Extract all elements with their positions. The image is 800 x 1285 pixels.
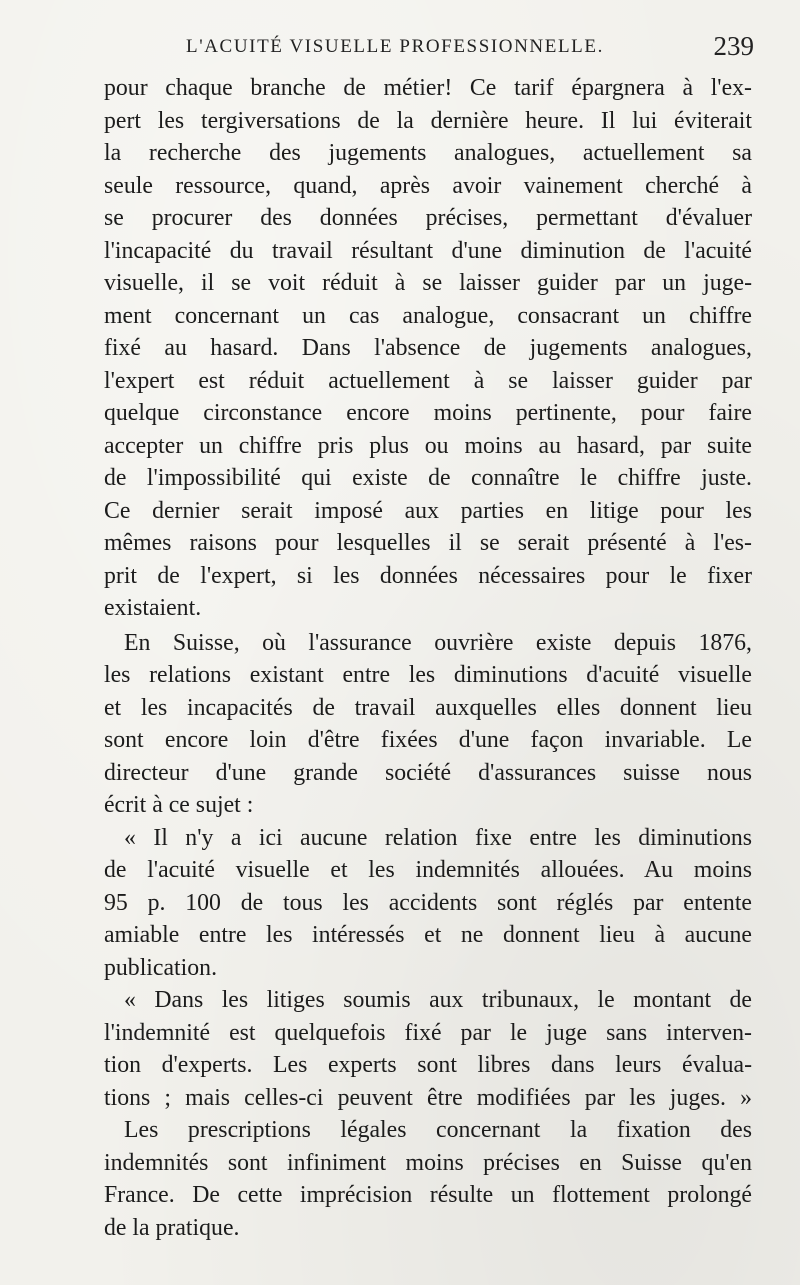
- text-line: et les incapacités de travail auxquelles elles donnent lieu: [104, 694, 752, 721]
- text-line: Ce dernier serait imposé aux parties en litige pour les: [104, 497, 752, 524]
- text-line: quelque circonstance encore moins pertinente, pour faire: [104, 400, 752, 426]
- text-line: existaient.: [104, 595, 202, 621]
- text-line: de l'impossibilité qui existe de connaître le chiffre juste.: [104, 465, 752, 491]
- running-title: L'ACUITÉ VISUELLE PROFESSIONNELLE.: [186, 36, 604, 57]
- text-line: l'incapacité du travail résultant d'une diminution de l'acuité: [104, 237, 752, 264]
- text-line: prit de l'expert, si les données nécessaires pour le fixer: [104, 562, 752, 589]
- text-line: ment concernant un cas analogue, consacrant un chiffre: [104, 302, 752, 329]
- text-line: publication.: [104, 954, 218, 981]
- text-line: fixé au hasard. Dans l'absence de jugements analogues,: [104, 335, 752, 361]
- text-line: Les prescriptions légales concernant la fixation des: [124, 1117, 752, 1143]
- text-line: l'indemnité est quelquefois fixé par le juge sans interven-: [104, 1019, 752, 1046]
- text-line: amiable entre les intéressés et ne donnent lieu à aucune: [104, 922, 752, 948]
- body-text: [104, 72, 752, 1244]
- text-line: accepter un chiffre pris plus ou moins au hasard, par suite: [104, 432, 752, 459]
- text-line: tions ; mais celles-ci peuvent être modifiées par les juges. »: [104, 1084, 752, 1111]
- text-line: se procurer des données précises, permettant d'évaluer: [104, 205, 752, 231]
- text-line: 95 p. 100 de tous les accidents sont réglés par entente: [104, 889, 752, 916]
- text-line: tion d'experts. Les experts sont libres dans leurs évalua-: [104, 1052, 752, 1078]
- text-line: directeur d'une grande société d'assurances suisse nous: [104, 759, 752, 786]
- text-line: France. De cette imprécision résulte un flottement prolongé: [104, 1182, 752, 1208]
- text-line: mêmes raisons pour lesquelles il se serait présenté à l'es-: [104, 530, 752, 556]
- text-line: visuelle, il se voit réduit à se laisser guider par un juge-: [104, 270, 752, 296]
- text-line: la recherche des jugements analogues, actuellement sa: [104, 140, 752, 166]
- text-line: sont encore loin d'être fixées d'une façon invariable. Le: [104, 727, 752, 753]
- text-line: En Suisse, où l'assurance ouvrière existe depuis 1876,: [124, 629, 752, 656]
- text-line: écrit à ce sujet :: [104, 792, 254, 818]
- running-head: [104, 31, 754, 66]
- text-line: indemnités sont infiniment moins précises en Suisse qu'en: [104, 1149, 752, 1176]
- text-line: pour chaque branche de métier! Ce tarif épargnera à l'ex-: [104, 75, 752, 101]
- text-line: « Dans les litiges soumis aux tribunaux, le montant de: [124, 987, 752, 1013]
- page-number: 239: [713, 31, 754, 61]
- text-line: l'expert est réduit actuellement à se laisser guider par: [104, 367, 752, 394]
- text-line: seule ressource, quand, après avoir vainement cherché à: [104, 172, 752, 199]
- text-line: de l'acuité visuelle et les indemnités allouées. Au moins: [104, 857, 752, 883]
- text-line: de la pratique.: [104, 1214, 240, 1241]
- text-line: les relations existant entre les diminutions d'acuité visuelle: [104, 662, 752, 688]
- text-line: pert les tergiversations de la dernière heure. Il lui éviterait: [104, 107, 752, 134]
- text-line: « Il n'y a ici aucune relation fixe entre les diminutions: [124, 824, 752, 851]
